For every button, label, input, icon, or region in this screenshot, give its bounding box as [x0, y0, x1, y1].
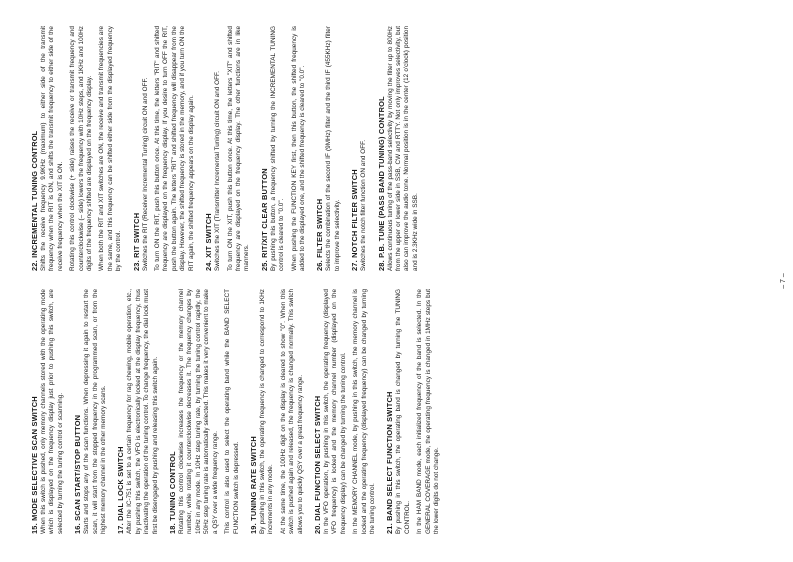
section-heading: 16. SCAN START/STOP BUTTON	[73, 414, 83, 534]
section-paragraph: To turn ON the XIT, push this button once. At this time, the letters "XIT" and shifted frequency are displayed on the frequency display. The other functions are in like manners.	[226, 26, 251, 271]
manual-section	[73, 289, 108, 534]
section-paragraph: Switches the notch filter function ON and OFF.	[360, 139, 368, 271]
section-paragraph: By pushing in this switch, the operating band is changed by turning the TUNING CONTROL.	[395, 289, 411, 534]
manual-section	[204, 26, 252, 271]
section-paragraph: At the same time, the 100Hz digit on the display is cleared to show "0". When this switch is pushed again and released, the frequency is changed normally. This switch allows you to quickly QSY over a great frequency range.	[279, 289, 304, 534]
section-heading: 20. DIAL FUNCTION SELECT SWITCH	[312, 395, 322, 534]
manual-section	[377, 26, 421, 271]
manual-section	[315, 26, 342, 271]
page-columns	[30, 26, 775, 534]
manual-section	[168, 289, 241, 534]
section-paragraph: In the HAM BAND mode, each initialized frequency of the band is selected. In the GENERAL COVERAGE mode, the operating frequency is changed in 1MHz steps but the lower digits do not change.	[416, 289, 440, 534]
section-heading: 22. INCREMENTAL TUNING CONTROL	[30, 130, 39, 271]
manual-section	[30, 289, 65, 534]
section-paragraph: By pushing in this switch, the operating frequency is changed to correspond to 1KHz increments in any mode.	[258, 289, 275, 534]
section-paragraph: When both the RIT and XIT switches are ON, the receive and transmit frequencies are the same, and this frequency can be shifted either side from the displayed frequency by the control.	[98, 26, 123, 271]
section-paragraph: Starts and stops any of the scan functions. When depressing it again to restart the scan, it will start from the stopped frequency in the programmed scan, or from the highest memory channel in the other memory scans.	[83, 289, 108, 534]
section-heading: 23. RIT SWITCH	[131, 212, 141, 271]
section-paragraph: When this switch is pushed, only memory channels stored with the operating mode which is displayed on the frequency display just prior to pushing this switch, are selected by turning the tuning control or scanning.	[40, 289, 64, 534]
manual-section	[132, 26, 196, 271]
section-paragraph: Rotating this control clockwise increases the frequency or the memory channel number, while rotating it counterclockwise decreases it. The frequency changes by 10Hz in any mode. In 10Hz step tuning rate, by turning the tuning control rapidly, the 50Hz step tuning rate is automatically selected. This makes it very convenient to make a QSY over a wide frequency range.	[178, 289, 219, 534]
section-paragraph: When pushing the FUNCTION KEY first, then this button, the shifted frequency is added to the displayed one, and the shifted frequency is cleared to "0.0".	[290, 26, 306, 271]
section-paragraph: In the VFO operation, by pushing in this switch, the operating frequency (displayed VFO frequency) is locked and the memory channel number (displayed on the frequency display) can be changed by turning the tuning control.	[322, 289, 347, 534]
section-paragraph: To turn ON the RIT, push this button once. At this time, the letters "RIT" and shifted frequency are displayed on the frequency display. If you desire to turn OFF the RIT, push the button again. The letters "RIT" and shifted frequency will disappear from the display. However, the shifted frequency is stored in the memory, and if you turn ON the RIT again, the shifted frequency appears on the display again.	[154, 26, 195, 271]
manual-section	[385, 289, 441, 534]
section-heading: 17. DIAL LOCK SWITCH	[116, 446, 126, 534]
section-paragraph: After the IC-751 is set to a certain frequency for rag chewing, mobile operation, etc., by pushing this switch, the VFO is electronically locked at the display frequency, thus inactivating the operation of the tuning control. To change frequency, the dial lock must first be disengaged by pushing and releasing this switch again.	[126, 289, 159, 534]
section-paragraph: Shifts the receive frequency 9.9KHz (maximum) to either side of the transmit frequency when the RIT is ON, and shifts the transmit frequency to either side of the receive frequency when the XIT is ON.	[40, 26, 64, 271]
manual-section	[350, 26, 368, 271]
section-heading: 21. BAND SELECT FUNCTION SWITCH	[385, 391, 395, 534]
section-paragraph: Rotating this control clockwise (+ side) raises the receive or transmit frequency and counterclockwise (– side) lowers the frequency with 10Hz steps, and 1KHz and 100Hz digits of the frequency shifted are displayed on the frequency display.	[69, 26, 94, 271]
manual-section	[260, 26, 308, 271]
right-column	[30, 26, 775, 271]
section-paragraph: Switches the RIT (Receiver Incremental Tuning) circuit ON and OFF.	[141, 77, 149, 271]
manual-section	[313, 289, 377, 534]
manual-section	[249, 289, 305, 534]
page-number: – 7 –	[780, 273, 787, 289]
section-paragraph: By pushing this button, a frequency shifted by turning the INCREMENTAL TUNING control is cleared to "0.0".	[269, 26, 286, 271]
manual-section	[116, 289, 160, 534]
section-paragraph: Allows continuous tuning of the pass-band selectivity by moving the filter up to 800Hz from the upper or lower side in SSB, CW and RTTY. Not only improves selectivity, but also can improve the audio tone. Normal position is in the center (12 o'clock) position and is 2.3KHz wide in SSB.	[386, 26, 419, 271]
section-heading: 19. TUNING RATE SWITCH	[248, 436, 258, 534]
section-heading: 25. RIT/XIT CLEAR BUTTON	[259, 168, 269, 271]
manual-section	[30, 26, 124, 271]
section-heading: 26. FILTER SWITCH	[315, 198, 325, 271]
left-column	[30, 289, 775, 534]
section-paragraph: Selects the combination of the second IF (9MHz) filter and the third IF (455KHz) filter to improve the selectivity.	[325, 26, 341, 271]
section-heading: 24. XIT SWITCH	[204, 213, 214, 271]
section-heading: 18. TUNING CONTROL	[168, 451, 178, 534]
section-heading: 28. P.B. TUNE (PASS BAND TUNING) CONTROL	[376, 96, 386, 271]
section-paragraph: In the MEMORY CHANNEL mode, by pushing in this switch, the memory channel is locked and the operating frequency (displayed frequency) can be changed by turning the tuning control.	[352, 289, 376, 534]
section-heading: 27. NOTCH FILTER SWITCH	[350, 169, 360, 271]
section-heading: 15. MODE SELECTIVE SCAN SWITCH	[30, 396, 39, 534]
section-paragraph: This control is also used to select the operating band while the BAND SELECT FUNCTION switch is depressed.	[224, 289, 240, 534]
section-paragraph: Switches the XIT (Transmitter Incremental Tuning) circuit ON and OFF.	[214, 71, 222, 271]
